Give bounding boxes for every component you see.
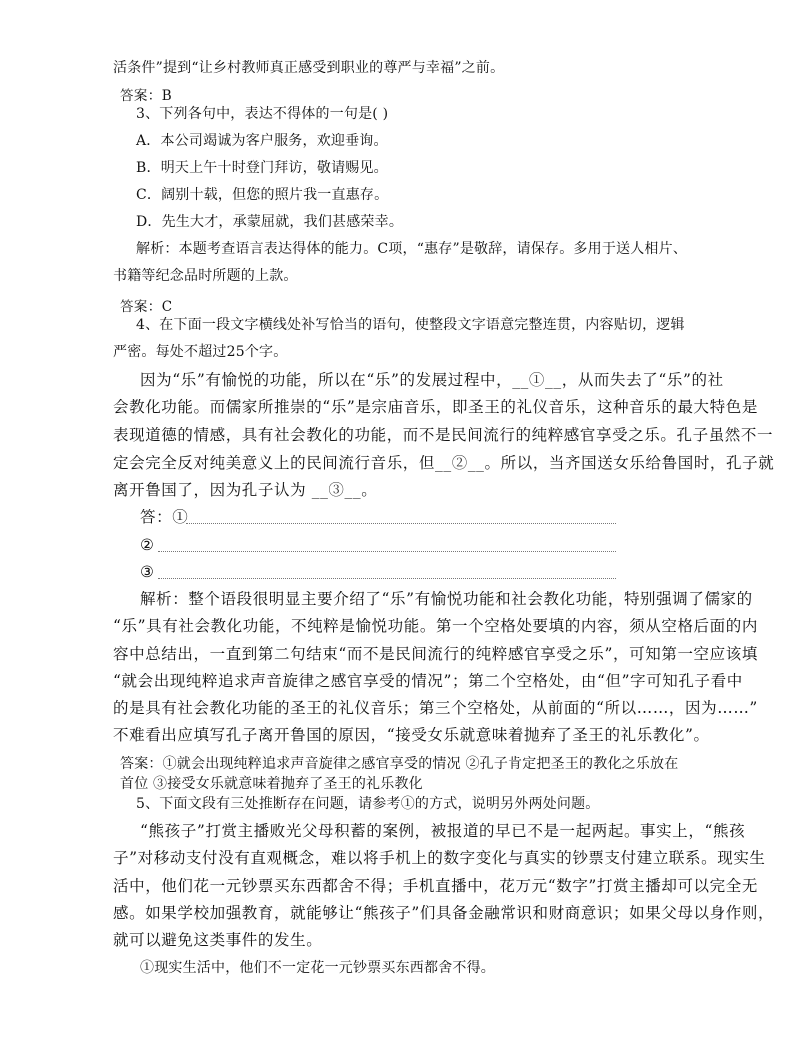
answer-prompt: ② [140,536,155,554]
blank-2: __②__ [435,454,485,472]
blank-3: __③__ [311,481,362,499]
option-d: D．先生大才，承蒙屈就，我们甚感荣幸。 [136,214,404,230]
option-a: A．本公司竭诚为客户服务，欢迎垂询。 [136,133,388,149]
answer-line: 答案：①就会出现纯粹追求声音旋律之感官享受的情况 ②孔子肯定把圣王的教化之乐放在 [120,756,679,772]
blank-1: __①__ [512,371,562,389]
passage-text: 因为“乐”有愉悦的功能，所以在“乐”的发展过程中， [140,371,513,389]
passage-text: 离开鲁国了，因为孔子认为 [113,481,312,499]
passage-text: 。所以，当齐国送女乐给鲁国时，孔子就 [484,454,775,472]
explanation-line: “乐”具有社会教化功能，不纯粹是愉悦功能。第一个空格处要填的内容，须从空格后面的内 [113,617,758,635]
passage-line: 感。如果学校加强教育，就能够让“熊孩子”们具备金融常识和财商意识；如果父母以身作则， [113,904,775,922]
option-b: B．明天上午十时登门拜访，敬请赐见。 [136,160,388,176]
explanation-line: 书籍等纪念品时所题的上款。 [113,268,298,284]
explanation-line: 容中总结出，一直到第二句结束“而不是民间流行的纯粹感官享受之乐”，可知第一空应该填 [113,645,758,663]
explanation-line: 不难看出应填写孔子离开鲁国的原因，“接受女乐就意味着抛弃了圣王的礼乐教化”。 [113,726,710,744]
passage-line [113,453,774,473]
passage-line: 子”对移动支付没有直观概念，难以将手机上的数字变化与真实的钞票支付建立联系。现实生 [113,849,766,867]
explanation-line: 的是具有社会教化功能的圣王的礼仪音乐；第三个空格处，从前面的“所以……，因为……” [113,699,758,717]
passage-text: ，从而失去了“乐”的社 [561,371,724,389]
explanation-line: 解析：本题考查语言表达得体的能力。C项，“惠存”是敬辞，请保存。多用于送人相片、 [136,241,688,257]
passage-text: 定会完全反对纯美意义上的民间流行音乐，但 [113,454,436,472]
answer-line: 首位 ③接受女乐就意味着抛弃了圣王的礼乐教化 [120,776,423,792]
answer-prompt: 答：① [140,508,189,526]
answer-line: 答案：C [120,299,173,315]
answer-prompt: ③ [140,563,155,581]
passage-text: 。 [361,481,378,499]
passage-line: 就可以避免这类事件的发生。 [113,931,323,949]
explanation-line: “就会出现纯粹追求声音旋律之感官享受的情况”；第二个空格处，由“但”字可知孔子看中 [113,672,743,690]
option-c: C．阔别十载，但您的照片我一直惠存。 [136,187,389,203]
passage-line [113,480,377,500]
question-4: 4、在下面一段文字横线处补写恰当的语句，使整段文字语意完整连贯，内容贴切，逻辑 [136,317,685,333]
explanation-line: 解析：整个语段很明显主要介绍了“乐”有愉悦功能和社会教化功能，特别强调了儒家的 [140,590,753,608]
question-4-cont: 严密。每处不超过25个字。 [113,344,288,360]
answer-blank-line [158,578,616,579]
answer-blank-line [186,523,616,524]
passage-line: 活中，他们花一元钞票买东西都舍不得；手机直播中，花万元“数字”打赏主播却可以完全无 [113,877,758,895]
passage-line: 会教化功能。而儒家所推崇的“乐”是宗庙音乐，即圣王的礼仪音乐，这种音乐的最大特色是 [113,398,758,416]
answer-example: ①现实生活中，他们不一定花一元钞票买东西都舍不得。 [140,960,495,976]
answer-blank-line [158,551,616,552]
text-line: 活条件”提到“让乡村教师真正感受到职业的尊严与幸福”之前。 [113,60,505,76]
question-3: 3、下列各句中，表达不得体的一句是( ) [136,106,389,122]
answer-line: 答案：B [120,88,173,104]
passage-line: “熊孩子”打赏主播败光父母积蓄的案例，被报道的早已不是一起两起。事实上，“熊孩 [140,822,746,840]
passage-line: 表现道德的情感，具有社会教化的功能，而不是民间流行的纯粹感官享受之乐。孔子虽然不一 [113,426,774,444]
passage-line [140,370,724,390]
question-5: 5、下面文段有三处推断存在问题，请参考①的方式，说明另外两处问题。 [136,796,600,812]
